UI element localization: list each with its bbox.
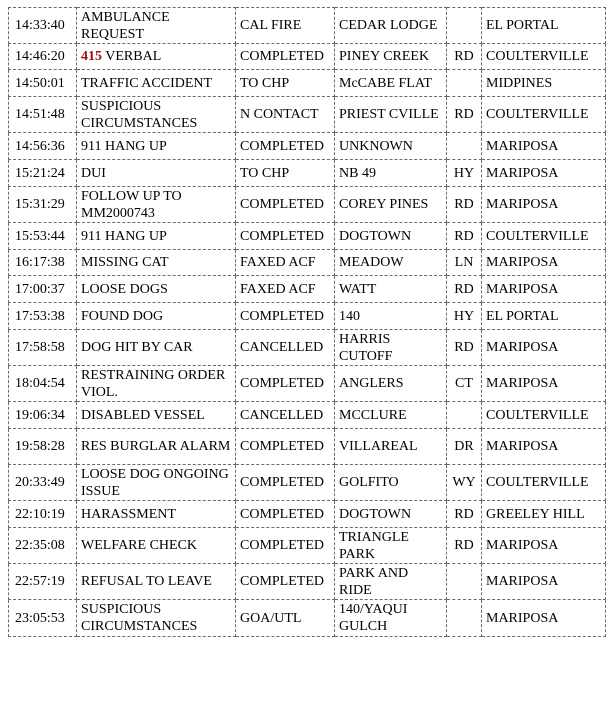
call-type-cell <box>77 330 236 366</box>
disposition-cell: COMPLETED <box>236 133 335 160</box>
street-suffix-cell: RD <box>447 97 482 133</box>
call-time-cell: 22:57:19 <box>9 564 77 600</box>
street-suffix-cell: HY <box>447 160 482 187</box>
street-suffix-cell: HY <box>447 303 482 330</box>
table-row <box>9 330 606 366</box>
table-row <box>9 187 606 223</box>
disposition-cell: CAL FIRE <box>236 8 335 44</box>
call-time-cell: 14:50:01 <box>9 70 77 97</box>
call-type-text: LOOSE DOG ONGOING ISSUE <box>81 466 229 499</box>
call-type-text: RESTRAINING ORDER VIOL. <box>81 367 226 400</box>
call-log-body <box>9 8 606 637</box>
call-type-text: RES BURGLAR ALARM <box>81 439 231 454</box>
call-type-text: MISSING CAT <box>81 255 169 270</box>
city-cell: GREELEY HILL <box>482 501 606 528</box>
street-suffix-cell: LN <box>447 250 482 276</box>
disposition-cell: CANCELLED <box>236 330 335 366</box>
street-cell: 140/YAQUI GULCH <box>335 600 447 637</box>
table-row <box>9 303 606 330</box>
table-row <box>9 429 606 465</box>
call-time-cell: 22:10:19 <box>9 501 77 528</box>
call-type-cell <box>77 429 236 465</box>
disposition-cell: TO CHP <box>236 160 335 187</box>
street-cell: MEADOW <box>335 250 447 276</box>
street-suffix-cell: CT <box>447 366 482 402</box>
call-type-text: FOUND DOG <box>81 308 164 324</box>
disposition-cell: COMPLETED <box>236 44 335 70</box>
call-time-cell: 14:46:20 <box>9 44 77 70</box>
street-cell: DOGTOWN <box>335 223 447 250</box>
disposition-cell: FAXED ACF <box>236 276 335 303</box>
city-cell: MIDPINES <box>482 70 606 97</box>
disposition-cell: COMPLETED <box>236 366 335 402</box>
disposition-cell: COMPLETED <box>236 303 335 330</box>
street-cell: PRIEST CVILLE <box>335 97 447 133</box>
call-time-cell: 15:21:24 <box>9 160 77 187</box>
call-type-cell <box>77 366 236 402</box>
city-cell: MARIPOSA <box>482 160 606 187</box>
table-row <box>9 528 606 564</box>
street-suffix-cell <box>447 8 482 44</box>
street-suffix-cell <box>447 402 482 429</box>
table-row <box>9 366 606 402</box>
street-suffix-cell: RD <box>447 330 482 366</box>
disposition-cell: COMPLETED <box>236 465 335 501</box>
street-suffix-cell <box>447 70 482 97</box>
disposition-cell: GOA/UTL <box>236 600 335 637</box>
call-time-cell: 15:53:44 <box>9 223 77 250</box>
street-cell: MCCLURE <box>335 402 447 429</box>
city-cell: COULTERVILLE <box>482 465 606 501</box>
disposition-cell: COMPLETED <box>236 501 335 528</box>
street-cell: NB 49 <box>335 160 447 187</box>
disposition-cell: COMPLETED <box>236 187 335 223</box>
table-row <box>9 8 606 44</box>
disposition-cell: CANCELLED <box>236 402 335 429</box>
call-type-cell <box>77 133 236 160</box>
call-type-cell <box>77 465 236 501</box>
street-suffix-cell: WY <box>447 465 482 501</box>
call-type-text: SUSPICIOUS CIRCUMSTANCES <box>81 98 198 131</box>
city-cell: COULTERVILLE <box>482 44 606 70</box>
table-row <box>9 564 606 600</box>
call-type-text: DUI <box>81 165 106 181</box>
table-row <box>9 223 606 250</box>
call-type-cell <box>77 528 236 564</box>
call-type-text: REFUSAL TO LEAVE <box>81 574 212 589</box>
call-time-cell: 14:56:36 <box>9 133 77 160</box>
call-type-cell <box>77 187 236 223</box>
call-time-cell: 22:35:08 <box>9 528 77 564</box>
call-type-text: SUSPICIOUS CIRCUMSTANCES <box>81 602 198 634</box>
call-type-text: DOG HIT BY CAR <box>81 340 193 355</box>
street-cell: WATT <box>335 276 447 303</box>
street-suffix-cell: RD <box>447 44 482 70</box>
call-time-cell: 14:51:48 <box>9 97 77 133</box>
call-type-cell <box>77 303 236 330</box>
disposition-cell: COMPLETED <box>236 429 335 465</box>
disposition-cell: COMPLETED <box>236 223 335 250</box>
disposition-cell: COMPLETED <box>236 564 335 600</box>
street-cell: ANGLERS <box>335 366 447 402</box>
call-time-cell: 16:17:38 <box>9 250 77 276</box>
city-cell: COULTERVILLE <box>482 97 606 133</box>
call-type-cell <box>77 250 236 276</box>
table-row <box>9 276 606 303</box>
call-type-code: 415 <box>81 49 102 64</box>
call-type-text: WELFARE CHECK <box>81 538 198 553</box>
street-suffix-cell: RD <box>447 223 482 250</box>
call-type-cell <box>77 160 236 187</box>
table-row <box>9 70 606 97</box>
street-cell: DOGTOWN <box>335 501 447 528</box>
call-type-text: 911 HANG UP <box>81 138 167 154</box>
city-cell: MARIPOSA <box>482 133 606 160</box>
table-row <box>9 44 606 70</box>
call-type-cell <box>77 8 236 44</box>
call-type-text: FOLLOW UP TO MM2000743 <box>81 188 182 221</box>
city-cell: COULTERVILLE <box>482 223 606 250</box>
city-cell: EL PORTAL <box>482 303 606 330</box>
street-suffix-cell: RD <box>447 187 482 223</box>
call-type-text: AMBULANCE REQUEST <box>81 9 170 42</box>
call-type-cell <box>77 564 236 600</box>
call-type-cell <box>77 97 236 133</box>
call-type-cell <box>77 501 236 528</box>
street-suffix-cell <box>447 133 482 160</box>
disposition-cell: TO CHP <box>236 70 335 97</box>
city-cell: MARIPOSA <box>482 429 606 465</box>
call-type-cell <box>77 44 236 70</box>
table-row <box>9 402 606 429</box>
disposition-cell: FAXED ACF <box>236 250 335 276</box>
call-type-text: LOOSE DOGS <box>81 281 168 297</box>
call-type-cell <box>77 276 236 303</box>
table-row <box>9 160 606 187</box>
city-cell: MARIPOSA <box>482 600 606 637</box>
call-type-text: 911 HANG UP <box>81 228 167 244</box>
city-cell: COULTERVILLE <box>482 402 606 429</box>
street-suffix-cell: RD <box>447 501 482 528</box>
city-cell: MARIPOSA <box>482 187 606 223</box>
call-type-cell <box>77 70 236 97</box>
call-type-text: VERBAL <box>105 49 162 64</box>
call-type-text: TRAFFIC ACCIDENT <box>81 75 213 91</box>
city-cell: EL PORTAL <box>482 8 606 44</box>
call-time-cell: 14:33:40 <box>9 8 77 44</box>
table-row <box>9 501 606 528</box>
call-time-cell: 19:06:34 <box>9 402 77 429</box>
city-cell: MARIPOSA <box>482 276 606 303</box>
call-time-cell: 17:53:38 <box>9 303 77 330</box>
street-suffix-cell: RD <box>447 276 482 303</box>
call-time-cell: 15:31:29 <box>9 187 77 223</box>
street-cell: CEDAR LODGE <box>335 8 447 44</box>
call-type-text: DISABLED VESSEL <box>81 407 205 423</box>
city-cell: MARIPOSA <box>482 366 606 402</box>
disposition-cell: COMPLETED <box>236 528 335 564</box>
table-row <box>9 250 606 276</box>
table-row <box>9 133 606 160</box>
call-time-cell: 23:05:53 <box>9 600 77 637</box>
street-cell: McCABE FLAT <box>335 70 447 97</box>
street-suffix-cell <box>447 564 482 600</box>
street-cell: PARK AND RIDE <box>335 564 447 600</box>
call-time-cell: 20:33:49 <box>9 465 77 501</box>
street-cell: TRIANGLE PARK <box>335 528 447 564</box>
call-type-cell <box>77 600 236 637</box>
city-cell: MARIPOSA <box>482 250 606 276</box>
disposition-cell: N CONTACT <box>236 97 335 133</box>
street-cell: PINEY CREEK <box>335 44 447 70</box>
street-suffix-cell <box>447 600 482 637</box>
street-suffix-cell: DR <box>447 429 482 465</box>
street-suffix-cell: RD <box>447 528 482 564</box>
street-cell: 140 <box>335 303 447 330</box>
call-time-cell: 17:00:37 <box>9 276 77 303</box>
street-cell: VILLAREAL <box>335 429 447 465</box>
table-row <box>9 600 606 637</box>
city-cell: MARIPOSA <box>482 330 606 366</box>
call-log-table <box>8 7 606 637</box>
call-time-cell: 19:58:28 <box>9 429 77 465</box>
street-cell: HARRIS CUTOFF <box>335 330 447 366</box>
call-time-cell: 18:04:54 <box>9 366 77 402</box>
call-type-text: HARASSMENT <box>81 506 176 522</box>
call-type-cell <box>77 402 236 429</box>
table-row <box>9 465 606 501</box>
call-type-cell <box>77 223 236 250</box>
table-row <box>9 97 606 133</box>
street-cell: GOLFITO <box>335 465 447 501</box>
call-time-cell: 17:58:58 <box>9 330 77 366</box>
city-cell: MARIPOSA <box>482 564 606 600</box>
city-cell: MARIPOSA <box>482 528 606 564</box>
street-cell: UNKNOWN <box>335 133 447 160</box>
street-cell: COREY PINES <box>335 187 447 223</box>
